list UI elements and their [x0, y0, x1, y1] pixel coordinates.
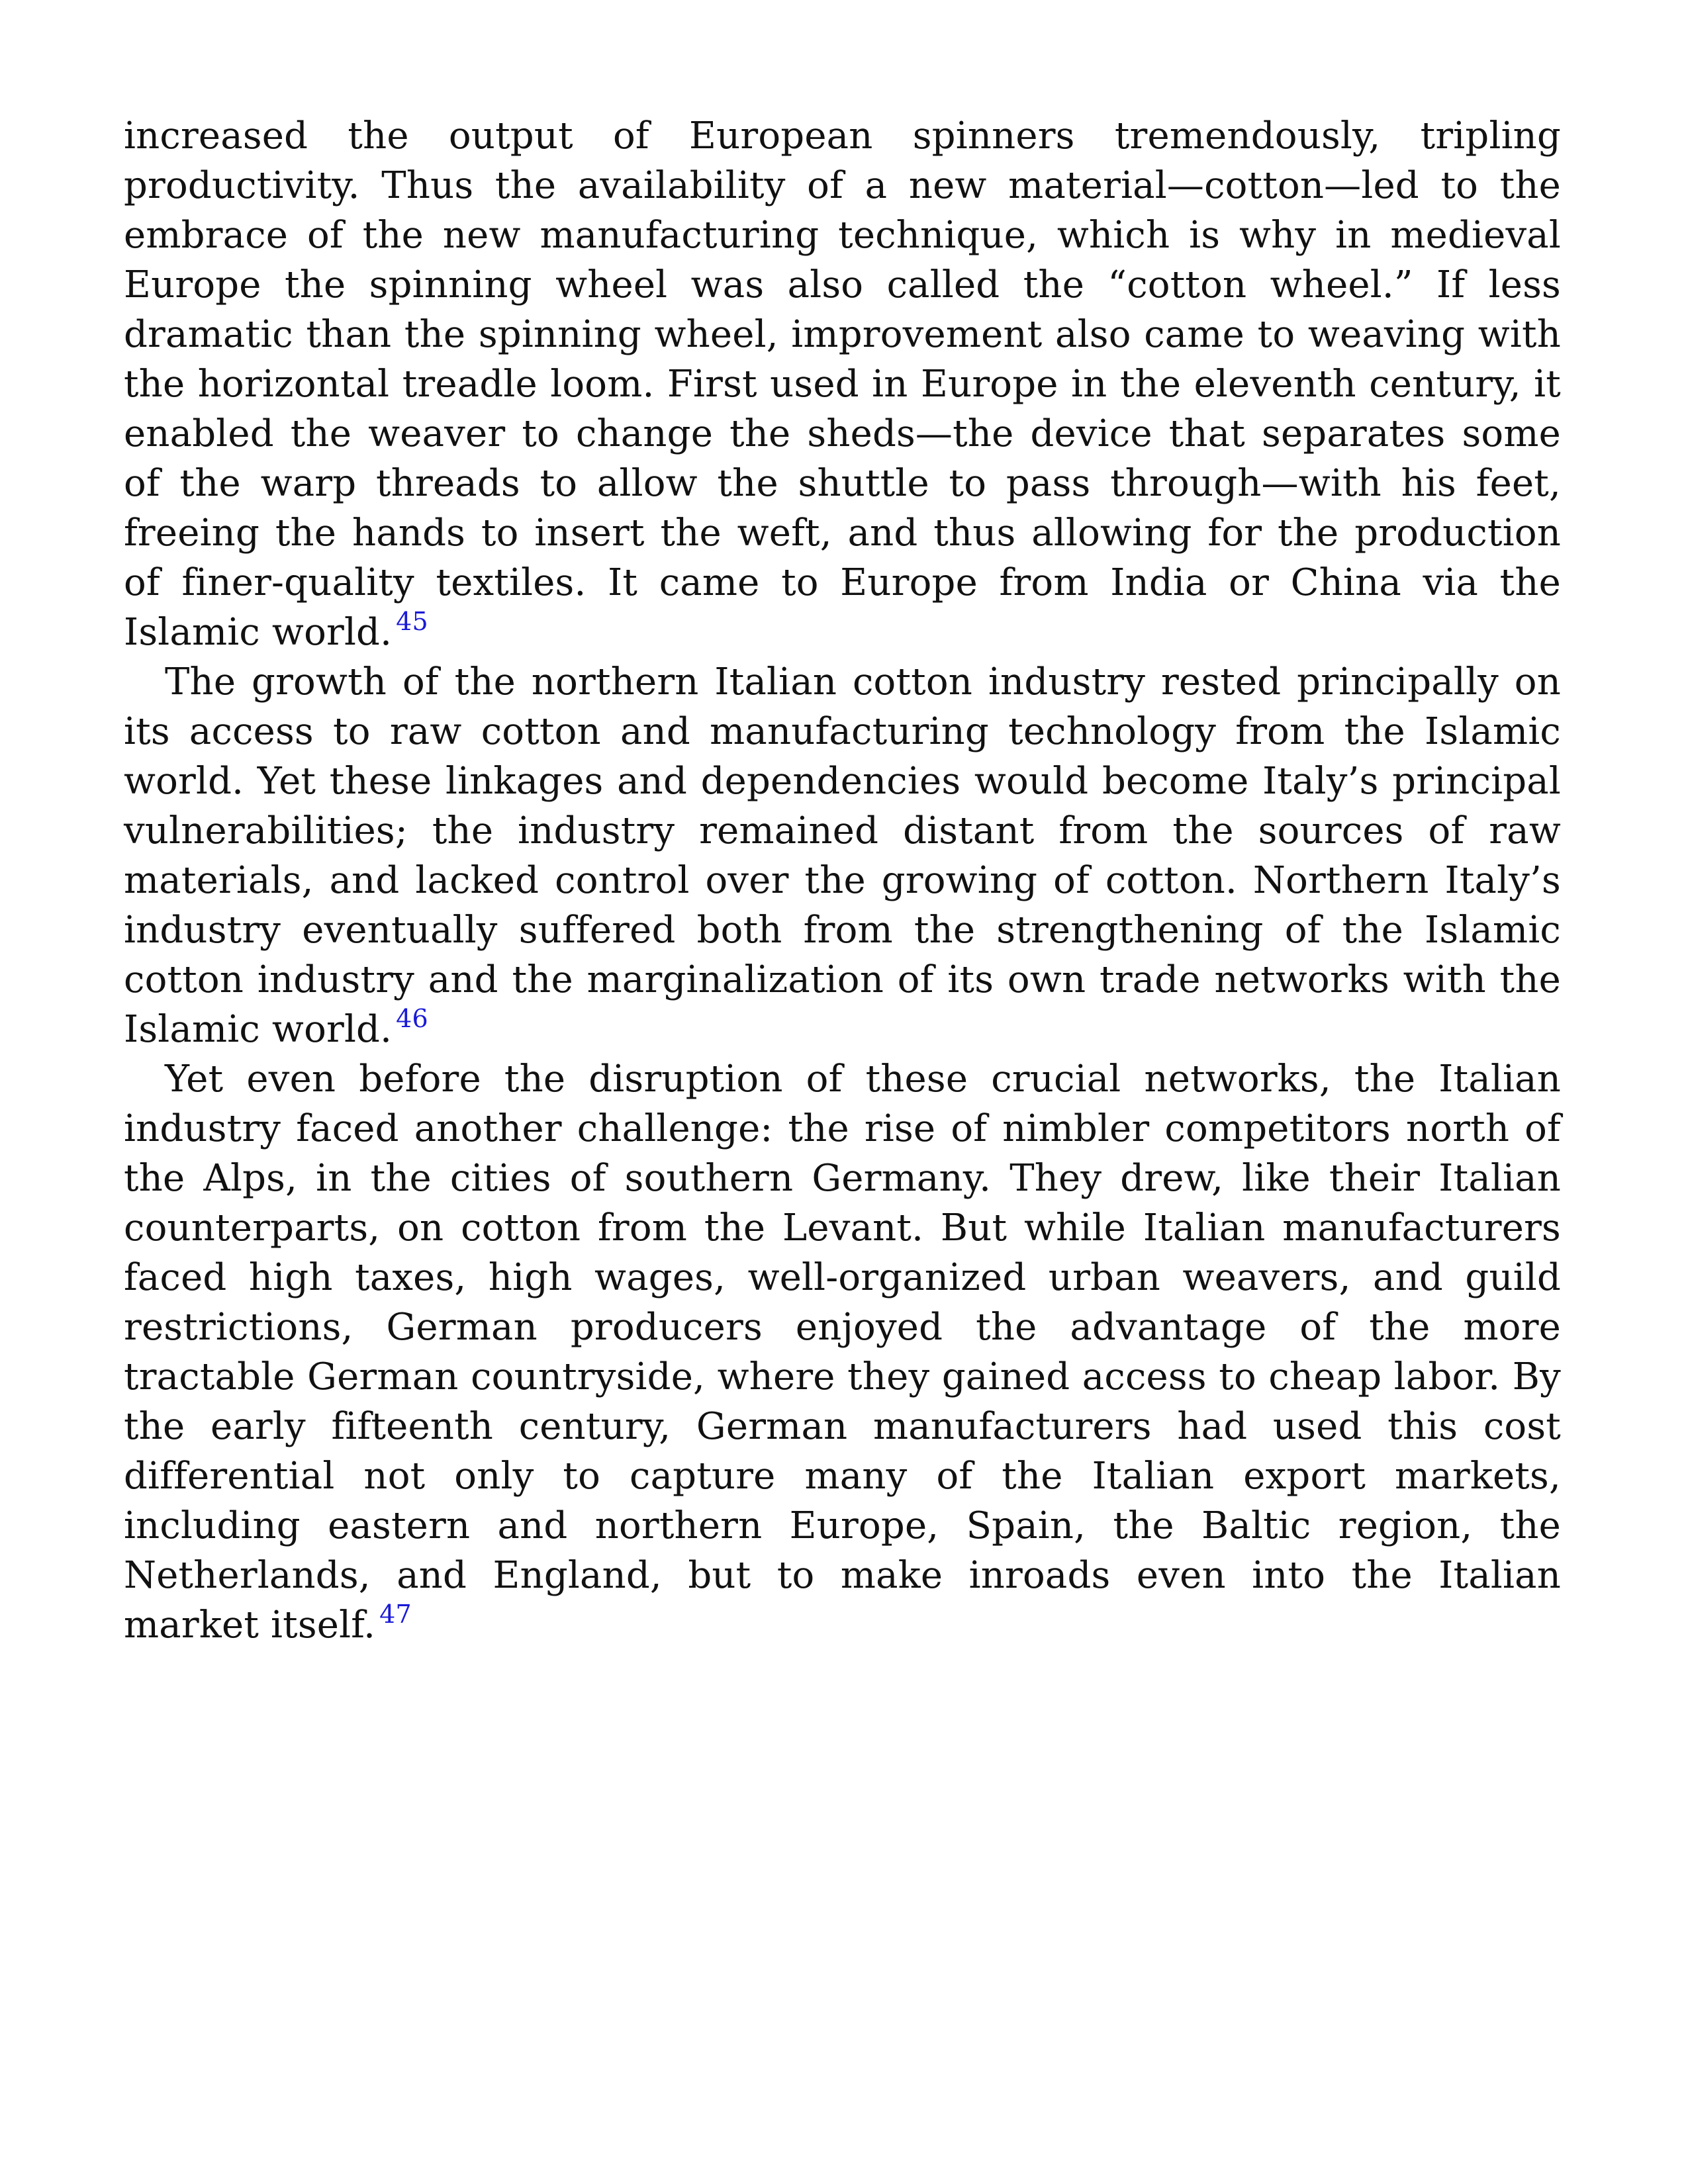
paragraph-text: Yet even before the disruption of these crucial networks, the Italian industry faced another challenge: the rise of nimbler competitors north of the Alps, in the cities of southern Germany. They drew, like their Italian counterparts, on cotton from the Levant. But while Italian manufacturers faced high taxes, high wages, well-organized urban weavers, and guild restrictions, German producers enjoyed the advantage of the more tractable German countryside, where they gained access to cheap labor. By the early fifteenth century, German manufacturers had used this cost differential not only to capture many of the Italian export markets, including eastern and northern Europe, Spain, the Baltic region, the Netherlands, and England, but to make inroads even into the Italian market itself.	[124, 1058, 1561, 1647]
paragraph-italian-industry	[124, 657, 1561, 1054]
paragraph-spinning-wheel	[124, 111, 1561, 657]
paragraph-text: increased the output of European spinners tremendously, tripling productivity. Thus the availability of a new material—cotton—led to the embrace of the new manufacturing technique, which is why in medieval Europe the spinning wheel was also called the “cotton wheel.” If less dramatic than the spinning wheel, improvement also came to weaving with the horizontal treadle loom. First used in Europe in the eleventh century, it enabled the weaver to change the sheds—the device that separates some of the warp threads to allow the shuttle to pass through—with his feet, freeing the hands to insert the weft, and thus allowing for the production of finer-quality textiles. It came to Europe from India or China via the Islamic world.	[124, 114, 1561, 654]
book-page-body	[124, 111, 1561, 1650]
footnote-ref-46[interactable]: 46	[396, 1004, 428, 1033]
paragraph-text: The growth of the northern Italian cotton industry rested principally on its access to raw cotton and manufacturing technology from the Islamic world. Yet these linkages and dependencies would become Italy’s principal vulnerabilities; the industry remained distant from the sources of raw materials, and lacked control over the growing of cotton. Northern Italy’s industry eventually suffered both from the strengthening of the Islamic cotton industry and the marginalization of its own trade networks with the Islamic world.	[124, 660, 1561, 1051]
paragraph-german-competitors	[124, 1054, 1561, 1650]
footnote-ref-45[interactable]: 45	[396, 607, 428, 636]
footnote-ref-47[interactable]: 47	[379, 1600, 412, 1629]
